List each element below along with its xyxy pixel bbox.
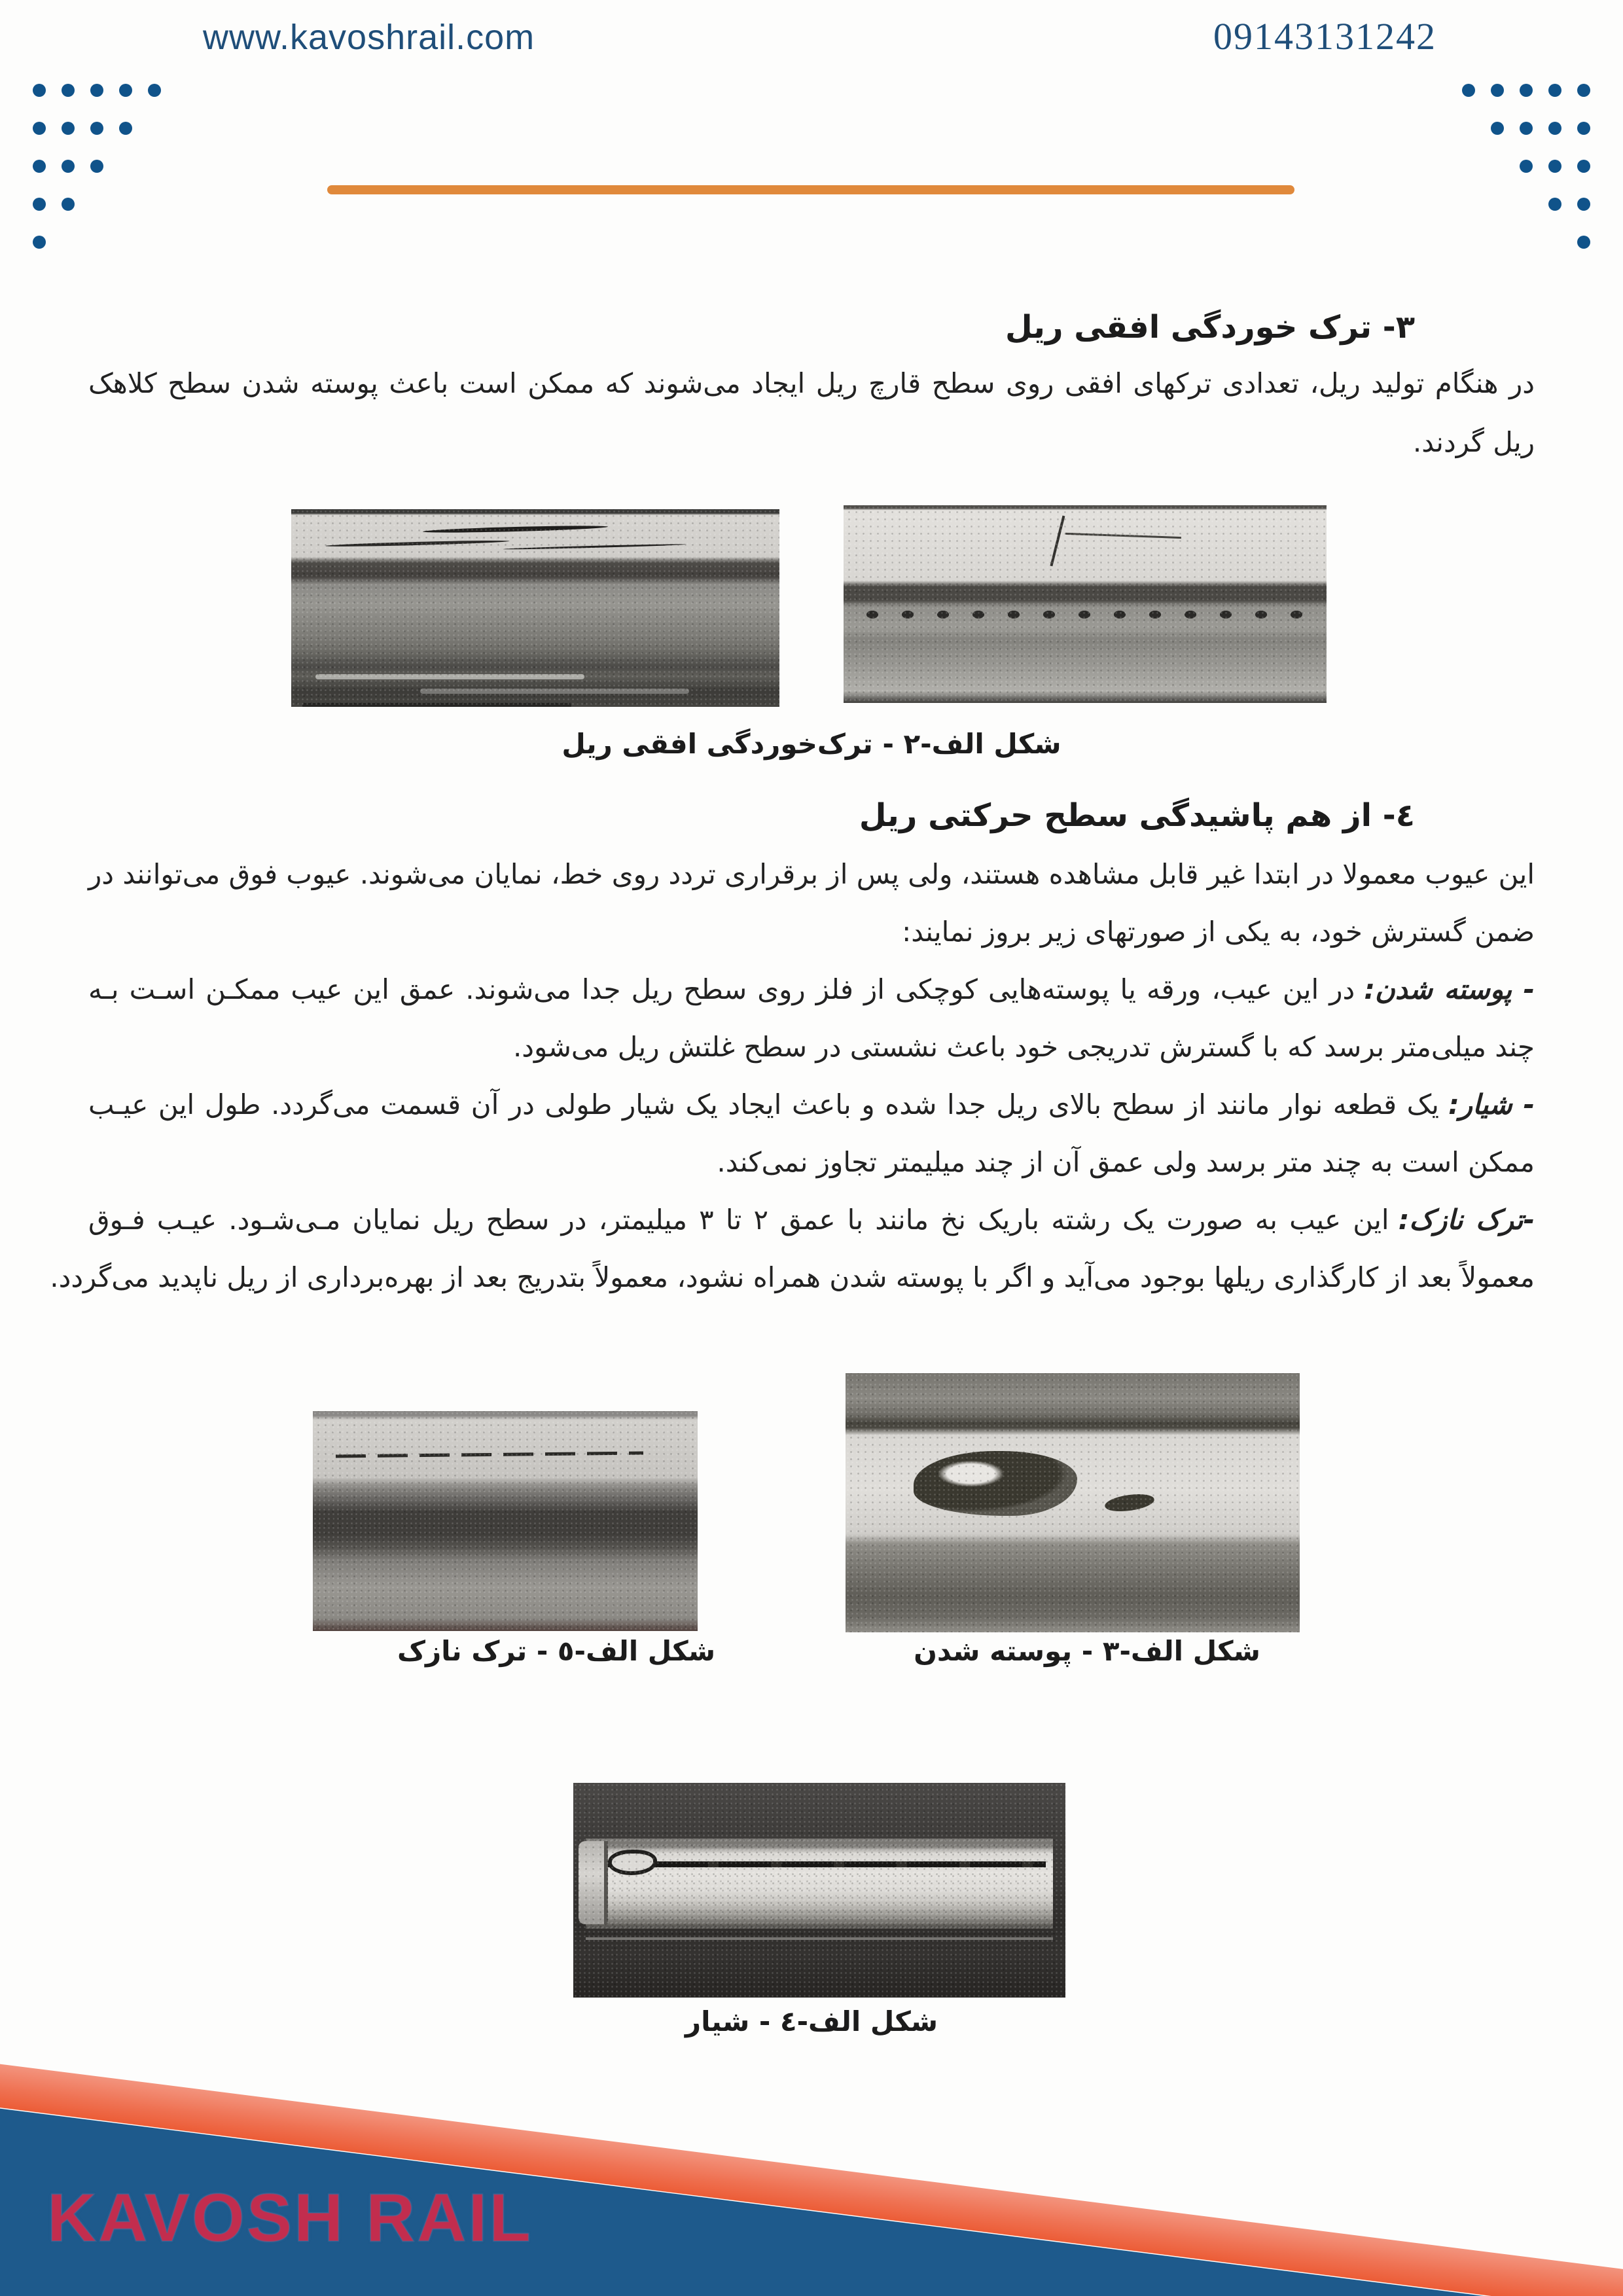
- figure-photo-spalling: [846, 1373, 1300, 1632]
- paragraph-line-text: یک قطعه نوار مانند از سطح بالای ریل جدا شده و باعث ایجاد یک شیار طولی در آن قسمت می‌گردد. طول این عیـب: [88, 1088, 1439, 1121]
- paragraph-line: معمولاً بعد از کارگذاری ریلها بوجود می‌آید و اگر با پوسته شدن همراه نشود، معمولاً بتدریج بعد از بهره‌برداری از ریل ناپدید می‌گردد.: [50, 1261, 1535, 1293]
- photo-streak: [586, 1937, 1053, 1940]
- dot-row: [33, 122, 161, 135]
- paragraph-line: [88, 970, 1535, 1009]
- figure-photo-thin-crack: [313, 1411, 698, 1631]
- dot: [90, 84, 103, 97]
- defect-term-groove: - شیار:: [1448, 1088, 1535, 1121]
- rail-surface: [586, 1839, 1053, 1929]
- paragraph-line-text: این عیب به صورت یک رشته باریک نخ مانند با عمق ۲ تا ۳ میلیمتر، در سطح ریل نمایان مـی‌شـود. عیـب فـوق: [88, 1204, 1389, 1236]
- dot: [1520, 160, 1533, 173]
- paragraph-line: چند میلی‌متر برسد که با گسترش تدریجی خود باعث نشستی در سطح غلتش ریل می‌شود.: [512, 1031, 1535, 1063]
- paragraph-line: ریل گردند.: [1412, 426, 1535, 458]
- spall-patch: [914, 1451, 1077, 1516]
- paragraph-line-text: در این عیب، ورقه یا پوسته‌هایی کوچکی از فلز روی سطح ریل جدا می‌شوند. عمق این عیب ممکـن اسـت بـه: [88, 973, 1355, 1005]
- dot: [1577, 198, 1590, 211]
- photo-streak: [315, 674, 584, 679]
- dot: [62, 122, 75, 135]
- dot: [1577, 84, 1590, 97]
- crack-mark: [1050, 516, 1065, 566]
- paragraph-line: [88, 1200, 1535, 1240]
- dot-row: [33, 236, 161, 249]
- dot: [1520, 122, 1533, 135]
- dot-row: [1462, 84, 1590, 97]
- paragraph-line: ضمن گسترش خود، به یکی از صورتهای زیر بروز نمایند:: [902, 916, 1535, 948]
- dot: [1577, 122, 1590, 135]
- figure-caption-4: شکل الف-٤ - شیار: [685, 2005, 938, 2037]
- section-heading-3: ۳- ترک خوردگی افقی ریل: [1005, 309, 1415, 346]
- dot: [1548, 122, 1561, 135]
- dot: [1548, 84, 1561, 97]
- dot: [90, 160, 103, 173]
- figure-photo-groove: [573, 1783, 1065, 1998]
- dot: [1548, 160, 1561, 173]
- figure-photo-horizontal-crack-left: [291, 509, 779, 707]
- dot: [33, 84, 46, 97]
- dot: [33, 236, 46, 249]
- dot: [62, 198, 75, 211]
- dot: [148, 84, 161, 97]
- dot-row: [1462, 122, 1590, 135]
- dot: [33, 160, 46, 173]
- figure-caption-3: شکل الف-۳ - پوسته شدن: [914, 1635, 1260, 1667]
- paragraph-line: این عیوب معمولا در ابتدا غیر قابل مشاهده هستند، ولی پس از برقراری تردد روی خط، نمایان می‌شوند. عیوب فوق می‌توانند در: [88, 858, 1535, 890]
- dot-row: [33, 198, 161, 211]
- dot: [119, 84, 132, 97]
- dot: [1491, 84, 1504, 97]
- dot: [1520, 84, 1533, 97]
- dot: [1462, 84, 1475, 97]
- section-heading-4: ٤- از هم پاشیدگی سطح حرکتی ریل: [859, 797, 1415, 834]
- dot: [1491, 122, 1504, 135]
- groove-line: [593, 1861, 1046, 1867]
- crack-mark: [336, 1451, 643, 1458]
- rail-end: [579, 1841, 608, 1925]
- dot: [33, 198, 46, 211]
- figure-caption-5: شکل الف-٥ - ترک نازک: [397, 1635, 716, 1667]
- phone-number: 09143131242: [1213, 15, 1436, 58]
- dot-row: [1462, 198, 1590, 211]
- dots-decoration-right: [1462, 84, 1590, 274]
- dot: [1548, 198, 1561, 211]
- crack-mark: [423, 524, 609, 533]
- dot: [62, 84, 75, 97]
- dots-decoration-left: [33, 84, 161, 274]
- spall-patch-small: [1103, 1492, 1155, 1514]
- paragraph-line: ممکن است به چند متر برسد ولی عمق آن از چند میلیمتر تجاوز نمی‌کند.: [717, 1146, 1535, 1178]
- website-url: www.kavoshrail.com: [203, 18, 535, 57]
- defect-term-thin-crack: -ترک نازک:: [1398, 1204, 1535, 1236]
- figure-caption-2: شکل الف-۲ - ترک‌خوردگی افقی ریل: [562, 728, 1061, 760]
- dot-row: [33, 84, 161, 97]
- dot-row: [33, 160, 161, 173]
- defect-term-spalling: - پوسته شدن:: [1364, 973, 1535, 1005]
- paragraph-line: در هنگام تولید ریل، تعدادی ترکهای افقی روی سطح قارچ ریل ایجاد می‌شوند که ممکن است باعث پوسته شدن سطح کلاهک: [88, 367, 1535, 399]
- dot-row: [1462, 160, 1590, 173]
- corrosion-spots: [858, 604, 1312, 625]
- brand-logo-text: KAVOSH RAIL: [47, 2180, 533, 2256]
- dot: [119, 122, 132, 135]
- dot: [90, 122, 103, 135]
- paragraph-line: [88, 1085, 1535, 1124]
- dot: [1577, 236, 1590, 249]
- dot: [33, 122, 46, 135]
- figure-photo-horizontal-crack-right: [844, 505, 1327, 703]
- dot: [62, 160, 75, 173]
- orange-divider: [327, 185, 1294, 194]
- dot-row: [1462, 236, 1590, 249]
- dot: [1577, 160, 1590, 173]
- crack-mark: [1065, 533, 1181, 539]
